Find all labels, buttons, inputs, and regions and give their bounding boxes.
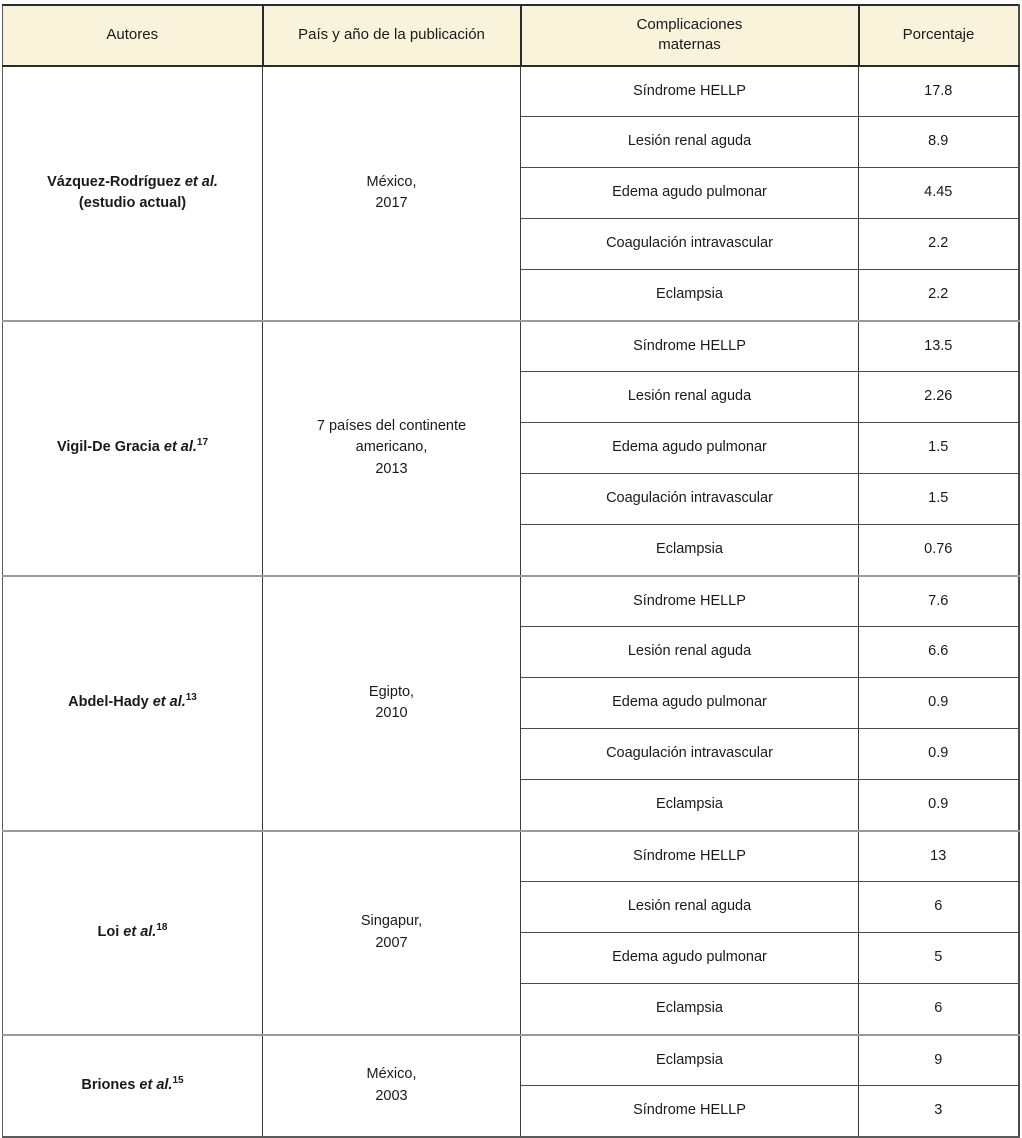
- ano-publicacion: 2007: [375, 934, 408, 951]
- autor-nombre: Vigil-De Gracia: [56, 439, 164, 456]
- autor-referencia: 17: [196, 437, 209, 449]
- pais-nombre: Singapur,: [360, 913, 423, 930]
- table-body: [3, 66, 1019, 1137]
- pais-nombre: México,: [366, 1066, 417, 1083]
- cell-complicacion: Eclampsia: [521, 1035, 859, 1086]
- cell-autor: [3, 321, 263, 576]
- autor-referencia: 18: [156, 922, 168, 934]
- cell-complicacion: Síndrome HELLP: [521, 66, 859, 117]
- cell-autor: [3, 1035, 263, 1137]
- cell-complicacion: Lesión renal aguda: [521, 627, 859, 678]
- cell-autor: [3, 66, 263, 321]
- autor-nombre: Loi: [97, 923, 124, 940]
- cell-autor: [3, 576, 263, 831]
- cell-porcentaje: 6: [859, 984, 1019, 1035]
- cell-autor: [3, 831, 263, 1035]
- cell-complicacion: Eclampsia: [521, 270, 859, 321]
- cell-complicacion: Edema agudo pulmonar: [521, 168, 859, 219]
- ano-publicacion: 2010: [375, 705, 408, 721]
- cell-complicacion: Lesión renal aguda: [521, 117, 859, 168]
- autor-nombre: Briones: [81, 1076, 140, 1093]
- ano-publicacion: 2013: [375, 460, 408, 477]
- autor-et-al: et al.: [163, 439, 197, 456]
- ano-publicacion: 2017: [375, 195, 408, 211]
- cell-pais-ano: [263, 1035, 521, 1137]
- pais-nombre: americano,: [355, 439, 428, 456]
- cell-porcentaje: 7.6: [859, 576, 1019, 627]
- header-complicaciones-line2: maternas: [658, 36, 721, 54]
- cell-porcentaje: 5: [859, 933, 1019, 984]
- column-header-pais-ano: País y año de la publicación: [263, 5, 521, 66]
- ano-publicacion: 2003: [375, 1087, 408, 1104]
- table-row: [3, 1035, 1019, 1086]
- cell-complicacion: Síndrome HELLP: [521, 321, 859, 372]
- autor-et-al: et al.: [152, 694, 186, 711]
- cell-complicacion: Síndrome HELLP: [521, 1086, 859, 1137]
- cell-porcentaje: 13: [859, 831, 1019, 882]
- autor-referencia: 13: [185, 692, 197, 704]
- cell-porcentaje: 2.26: [859, 372, 1019, 423]
- cell-porcentaje: 3: [859, 1086, 1019, 1137]
- cell-complicacion: Eclampsia: [521, 780, 859, 831]
- column-header-complicaciones-maternas: [521, 5, 859, 66]
- cell-complicacion: Lesión renal aguda: [521, 372, 859, 423]
- pais-nombre: México,: [366, 173, 417, 190]
- cell-pais-ano: [263, 576, 521, 831]
- cell-porcentaje: 8.9: [859, 117, 1019, 168]
- cell-complicacion: Síndrome HELLP: [521, 831, 859, 882]
- cell-complicacion: Coagulación intravascular: [521, 729, 859, 780]
- cell-porcentaje: 0.9: [859, 678, 1019, 729]
- autor-et-al: et al.: [123, 923, 157, 940]
- cell-porcentaje: 2.2: [859, 270, 1019, 321]
- autor-nombre: Vázquez-Rodríguez: [47, 173, 185, 190]
- table-row: [3, 321, 1019, 372]
- pais-linea-1: 7 países del continente: [316, 418, 467, 435]
- cell-porcentaje: 0.9: [859, 729, 1019, 780]
- cell-complicacion: Síndrome HELLP: [521, 576, 859, 627]
- cell-porcentaje: 0.9: [859, 780, 1019, 831]
- cell-complicacion: Edema agudo pulmonar: [521, 933, 859, 984]
- cell-pais-ano: [263, 831, 521, 1035]
- autor-et-al: et al.: [139, 1076, 173, 1093]
- cell-porcentaje: 6: [859, 882, 1019, 933]
- table-header: [3, 5, 1019, 66]
- cell-complicacion: Coagulación intravascular: [521, 474, 859, 525]
- cell-porcentaje: 6.6: [859, 627, 1019, 678]
- cell-complicacion: Eclampsia: [521, 525, 859, 576]
- cell-porcentaje: 4.45: [859, 168, 1019, 219]
- table-row: [3, 66, 1019, 117]
- autor-referencia: 15: [172, 1075, 184, 1087]
- cell-porcentaje: 2.2: [859, 219, 1019, 270]
- table-row: [3, 576, 1019, 627]
- cell-complicacion: Coagulación intravascular: [521, 219, 859, 270]
- header-complicaciones-line1: Complicaciones: [636, 16, 743, 33]
- autor-nombre: Abdel-Hady: [68, 694, 153, 711]
- cell-complicacion: Edema agudo pulmonar: [521, 423, 859, 474]
- autor-nota: (estudio actual): [78, 195, 187, 211]
- maternal-complications-table: [2, 4, 1020, 1138]
- cell-complicacion: Edema agudo pulmonar: [521, 678, 859, 729]
- cell-complicacion: Eclampsia: [521, 984, 859, 1035]
- autor-et-al: et al.: [184, 173, 218, 190]
- header-row: [3, 5, 1019, 66]
- table-row: [3, 831, 1019, 882]
- pais-nombre: Egipto,: [368, 683, 415, 700]
- cell-pais-ano: [263, 66, 521, 321]
- cell-complicacion: Lesión renal aguda: [521, 882, 859, 933]
- cell-pais-ano: [263, 321, 521, 576]
- cell-porcentaje: 9: [859, 1035, 1019, 1086]
- column-header-autores: Autores: [3, 5, 263, 66]
- cell-porcentaje: 1.5: [859, 474, 1019, 525]
- cell-porcentaje: 1.5: [859, 423, 1019, 474]
- column-header-porcentaje: Porcentaje: [859, 5, 1019, 66]
- cell-porcentaje: 17.8: [859, 66, 1019, 117]
- cell-porcentaje: 13.5: [859, 321, 1019, 372]
- cell-porcentaje: 0.76: [859, 525, 1019, 576]
